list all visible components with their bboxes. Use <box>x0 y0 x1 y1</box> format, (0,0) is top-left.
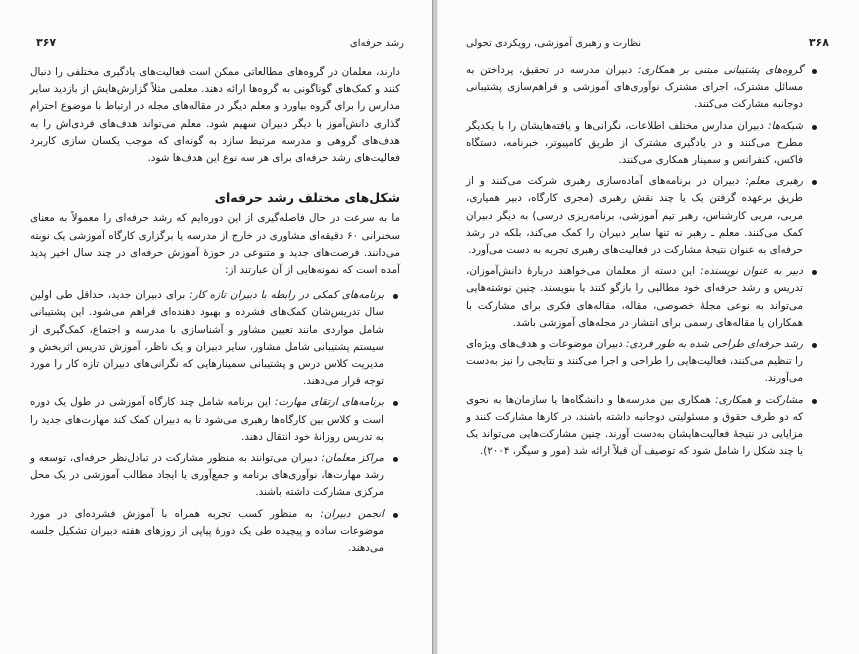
list-item <box>30 394 384 446</box>
bullet-dot-icon <box>812 180 817 185</box>
bullet-dot-icon <box>812 343 817 348</box>
left-bullet-list <box>30 287 400 557</box>
list-item <box>466 263 803 332</box>
list-item-term: شبکه‌ها: <box>768 119 803 132</box>
list-item-term: رشد حرفه‌ای طراحی شده به طور فردی: <box>626 338 804 351</box>
list-item-text: دبیران مدرسه در تحقیق، پرداختن به مسائل مشترک، اجرای مشترک نوآوری‌های آموزشی و فراهم‌سازی پشتیبانی دوجانبه مشارکت می‌کنند. <box>466 64 803 111</box>
list-item-term: گروه‌های پشتیبانی مبتنی بر همکاری: <box>637 64 803 76</box>
list-item <box>30 287 384 390</box>
right-running-head-title: نظارت و رهبری آموزشی، رویکردی تحولی <box>466 38 642 49</box>
bullet-dot-icon <box>393 294 398 299</box>
list-item-text: دبیران مدارس مختلف اطلاعات، نگرانی‌ها و یافته‌هایشان را با یکدیگر مطرح می‌کنند و در یادگیری مشترک از طریق کامپیوتر، خبرنامه، دستگاه فاکس، کنفرانس و سمینار همکاری می‌کنند. <box>466 119 803 167</box>
list-item <box>466 118 803 170</box>
bullet-dot-icon <box>812 69 817 74</box>
section-heading: شکل‌های مختلف رشد حرفه‌ای <box>214 190 400 206</box>
list-item-term: مراکز معلمان: <box>321 452 384 465</box>
bullet-dot-icon <box>393 401 398 406</box>
list-item-text: دبیران موضوعات و هدف‌های ویژه‌ای را تنظیم می‌کنند، فعالیت‌هایی را طراحی و اجرا می‌کنند و نتایجی را نیز به‌دست می‌آورند. <box>466 338 803 385</box>
right-running-head <box>466 36 829 49</box>
list-item <box>30 450 384 502</box>
bullet-dot-icon <box>393 513 398 518</box>
list-item-text: دبیران می‌توانند به منظور مشارکت در تبادل‌نظر حرفه‌ای، توسعه و رشد مهارت‌ها، نوآوری‌های برنامه و جمع‌آوری یا ایجاد مطالب آموزشی در یک محل مرکزی مشارکت داشته باشند. <box>30 452 384 499</box>
section-paragraph: ما به سرعت در حال فاصله‌گیری از این دوره‌ایم که رشد حرفه‌ای را معمولاً به معنای سخنرانی ۶۰ دقیقه‌ای مشاوری در خارج از مدرسه یا برگزاری کارگاه آموزشی یک نوبته می‌دانند. فرصت‌های جدید و متنوعی در حوزهٔ آموزش حرفه‌ای در چند سال اخیر پدید آمده است که نمونه‌هایی از آن عبارتند از: <box>30 212 400 277</box>
list-item-text: همکاری بین مدرسه‌ها و دانشگاه‌ها یا سازمان‌ها به نحوی که دو طرف حقوق و مسئولیتی دوجانبه داشته باشند، در کارها مشارکت کنند و مزایایی در نتیجهٔ فعالیت‌هایشان به‌دست آورند. چنین مشارکت‌هایی می‌تواند یک یا چند شکل را شامل شود که توصیف آن قبلاً ارائه شد (مور و سیگر، ۲۰۰۴). <box>466 393 803 458</box>
list-item-term: برنامه‌های کمکی در رابطه با دبیران تازه کار: <box>189 289 384 302</box>
right-page-text <box>466 62 819 464</box>
list-item-term: برنامه‌های ارتقای مهارت: <box>274 396 384 409</box>
list-item <box>466 173 803 259</box>
list-item-text: این دسته از معلمان می‌خواهند دربارهٔ دانش‌آموزان، تدریس و رشد حرفه‌ای خود مطالبی را بازگو کنند یا بنویسند. چنین نوشته‌هایی می‌تواند به نوعی مجلهٔ خصوصی، مقاله، مقاله‌های فکری برای مشارکت با همکاران یا مقاله‌های رسمی برای انتشار در مجله‌های آموزشی باشد. <box>466 265 803 329</box>
right-bullet-list <box>466 62 819 460</box>
left-running-head-title: رشد حرفه‌ای <box>349 38 404 49</box>
list-item-term: انجمن دبیران: <box>320 507 384 520</box>
right-page <box>438 0 859 654</box>
list-item-term: رهبری معلم: <box>745 175 803 188</box>
list-item-text: برای دبیران جدید، حداقل طی اولین سال تدریس‌شان کمک‌های فشرده و بهبود دهنده‌ای فراهم می‌شود. این پشتیبانی شامل مواردی مانند تعیین مشاور و آشناسازی با مدرسه و اجتماع، کمک‌گیری از سیستم پشتیبانی شامل مشاور، سایر دبیران و یک ناظر، آموزش تدریس اثربخش و مدیریت کلاس درس و پشتیبانی سمینارهایی که نگرانی‌های دبیران تازه کار را مورد توجه قرار می‌دهند. <box>30 289 384 388</box>
list-item <box>466 62 803 114</box>
left-page-number: ۳۶۷ <box>36 36 57 49</box>
list-item <box>30 506 384 558</box>
left-running-head <box>36 36 404 49</box>
list-item-text: به منظور کسب تجربه همراه با آموزش فشرده‌ای در مورد موضوعات ساده و پیچیده طی یک دورهٔ پیاپی از روزهای هفته دبیران تشکیل جلسه می‌دهند. <box>30 507 384 555</box>
list-item-term: مشارکت و همکاری: <box>715 393 803 406</box>
list-item-text: این برنامه شامل چند کارگاه آموزشی در طول یک دوره است و کلاس بین کارگاه‌ها رهبری می‌شود تا به دبیران کمک کند مهارت‌های جدید را به تدریس روزانهٔ خود انتقال دهند. <box>30 396 384 443</box>
bullet-dot-icon <box>812 399 817 404</box>
bullet-dot-icon <box>812 270 817 275</box>
list-item <box>466 336 803 388</box>
left-page-text <box>30 64 400 561</box>
bullet-dot-icon <box>812 125 817 130</box>
intro-paragraph: دارند، معلمان در گروه‌های مطالعاتی ممکن است فعالیت‌های یادگیری مختلفی را دنبال کنند و کمک‌های گوناگونی به گروه‌ها ارائه دهند. معلمی مثلاً گزارش‌هایش از بازدید سایر مدارس را برای گروه بیاورد و معلم دیگر در مقاله‌های مجله در ارتباط با موضوع احترام گذاری دانش‌آموز با دیگر دبیران سهیم شود. معلم می‌تواند هدف‌های فردی‌اش را به هدف‌های گروهی و مدرسه مرتبط سازد به گونه‌ای که موجب یکسان سازی کاربرد فعالیت‌های رشد حرفه‌ای برای هر سه نوع این هدف‌ها شود. <box>30 66 400 165</box>
right-page-number: ۳۶۸ <box>808 36 829 49</box>
bullet-dot-icon <box>393 457 398 462</box>
list-item-text: دبیران در برنامه‌های آماده‌سازی رهبری شرکت می‌کنند و از طریق برعهده گرفتن یک یا چند نقش رهبری (مجری کارگاه، دبیر همیاری، مربی، مربی کارشناس، رهبر تیم آموزشی، برنامه‌ریزی درسی) به دیگر دبیران کمک می‌کنند. معلم ـ رهبر نه تنها سایر دبیران را کمک می‌کند، بلکه در رشد حرفه‌ای به عنوان نتیجهٔ مشارکت در فعالیت‌های رهبری تجربه به دست می‌آورد. <box>466 175 803 257</box>
list-item-term: دبیر به عنوان نویسنده: <box>700 265 803 278</box>
list-item <box>466 392 803 461</box>
